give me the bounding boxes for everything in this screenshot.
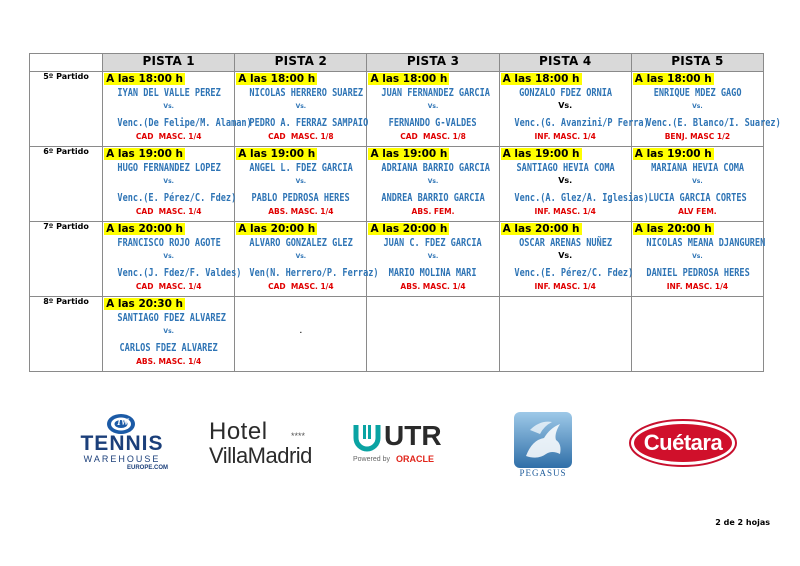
match-category: ABS. MASC. 1/4: [268, 207, 334, 216]
match-category: INF. MASC. 1/4: [534, 282, 596, 291]
header-corner: [30, 54, 103, 72]
player-two: LUCIA GARCIA CORTES: [648, 191, 747, 204]
player-two: DANIEL PEDROSA HERES: [646, 266, 750, 279]
match-time: A las 19:00 h: [634, 148, 712, 160]
match-cell: [367, 297, 499, 372]
match-time: A las 19:00 h: [238, 148, 316, 160]
versus-label: Vs.: [163, 178, 174, 185]
pegasus-horse-icon: [510, 410, 576, 470]
versus-label: Vs.: [427, 253, 439, 260]
court-header: PISTA 1: [103, 54, 235, 72]
versus-label: Vs.: [295, 103, 307, 110]
match-round-label: 8º Partido: [30, 297, 103, 372]
match-round-label: 6º Partido: [30, 147, 103, 222]
tennis-sub: WAREHOUSE: [83, 454, 161, 464]
match-cell: [103, 72, 252, 147]
utr-powered: Powered by: [353, 456, 390, 463]
player-one: JUAN C. FDEZ GARCIA: [383, 236, 483, 249]
versus-label: Vs.: [692, 178, 703, 185]
player-one: ENRIQUE MDEZ GAGO: [653, 86, 742, 99]
player-one: GONZALO FDEZ ORNIA: [518, 86, 612, 99]
match-category: INF. MASC. 1/4: [534, 132, 596, 141]
hotel-stars: ****: [291, 431, 306, 441]
hotel-line2: VillaMadrid: [209, 443, 312, 468]
player-two: CARLOS FDEZ ALVAREZ: [119, 341, 218, 354]
match-category: ABS. MASC. 1/4: [400, 282, 466, 291]
match-category: CAD MASC. 1/4: [135, 207, 202, 216]
match-category: CAD MASC. 1/4: [268, 282, 334, 291]
versus-label: Vs.: [163, 253, 174, 260]
cuetara-name: Cuétara: [643, 430, 723, 455]
player-one: NICOLAS MEANA DJANGUREN: [646, 236, 766, 249]
versus-label: Vs.: [295, 253, 307, 260]
versus-label: Vs.: [558, 176, 573, 185]
schedule-table: [29, 53, 781, 372]
match-time: A las 18:00 h: [370, 73, 448, 85]
player-two: Venc.(J. Fdez/F. Valdes): [117, 266, 242, 279]
utr-oracle: ORACLE: [396, 454, 434, 464]
match-cell: [103, 147, 235, 222]
versus-label: Vs.: [427, 178, 439, 185]
match-row: [30, 72, 764, 147]
match-cell: [631, 72, 781, 147]
match-cell: [631, 222, 766, 297]
player-one: SANTIAGO FDEZ ALVAREZ: [117, 311, 227, 324]
cell-marker: .: [299, 325, 303, 336]
match-category: INF. MASC. 1/4: [666, 282, 729, 291]
player-two: Venc.(E. Pérez/C. Fdez): [514, 266, 633, 279]
versus-label: Vs.: [558, 101, 573, 110]
versus-label: Vs.: [163, 103, 174, 110]
versus-label: Vs.: [558, 251, 573, 260]
court-header: PISTA 2: [235, 54, 367, 72]
player-two: MARIO MOLINA MARI: [389, 266, 477, 279]
match-cell: [499, 72, 649, 147]
page-counter: 2 de 2 hojas: [715, 518, 770, 527]
player-one: MARIANA HEVIA COMA: [650, 161, 744, 174]
match-category: CAD MASC. 1/8: [268, 132, 334, 141]
player-two: FERNANDO G-VALDES: [389, 116, 477, 129]
tennis-monogram: TW: [116, 417, 128, 427]
match-category: CAD MASC. 1/8: [400, 132, 466, 141]
court-header: PISTA 5: [631, 54, 763, 72]
player-two: PABLO PEDROSA HERES: [251, 191, 350, 204]
match-cell: [499, 222, 631, 297]
match-round-label: 7º Partido: [30, 222, 103, 297]
player-one: NICOLAS HERRERO SUAREZ: [249, 86, 364, 99]
match-cell: [103, 297, 235, 372]
versus-label: Vs.: [295, 178, 307, 185]
player-two: Venc.(E. Pérez/C. Fdez): [117, 191, 237, 204]
match-category: CAD MASC. 1/4: [135, 282, 202, 291]
match-cell: [631, 147, 763, 222]
match-category: CAD MASC. 1/4: [135, 132, 202, 141]
utr-brand: UTR: [384, 420, 442, 451]
match-cell: [235, 297, 367, 372]
match-time: A las 18:00 h: [634, 73, 712, 85]
match-category: ABS. FEM.: [411, 207, 455, 216]
match-category: BENJ. MASC 1/2: [664, 132, 731, 141]
match-row: [30, 297, 764, 372]
versus-label: Vs.: [692, 103, 703, 110]
match-cell: [235, 222, 379, 297]
player-two: Ven(N. Herrero/P. Ferraz): [249, 266, 379, 279]
player-two: Venc.(De Felipe/M. Alaman): [117, 116, 252, 129]
match-cell: [235, 147, 367, 222]
player-two: Venc.(G. Avanzini/P Ferra): [514, 116, 649, 129]
player-two: ANDREA BARRIO GARCIA: [381, 191, 486, 204]
player-one: FRANCISCO ROJO AGOTE: [117, 236, 221, 249]
tennis-warehouse-logo: [70, 412, 174, 476]
match-category: ALV FEM.: [678, 207, 717, 216]
tennis-brand: TENNIS: [80, 432, 164, 455]
player-one: OSCAR ARENAS NUÑEZ: [518, 236, 612, 249]
match-row: [30, 147, 764, 222]
match-time: A las 20:00 h: [634, 223, 712, 235]
utr-u-icon: [352, 422, 382, 452]
match-cell: [499, 297, 631, 372]
match-cell: [103, 222, 242, 297]
match-time: A las 18:00 h: [502, 73, 580, 85]
court-header-row: [30, 54, 764, 72]
match-cell: [499, 147, 649, 222]
match-time: A las 20:00 h: [502, 223, 580, 235]
match-cell: [235, 72, 367, 147]
match-time: A las 20:00 h: [238, 223, 316, 235]
player-one: SANTIAGO HEVIA COMA: [516, 161, 615, 174]
player-two: PEDRO A. FERRAZ SAMPAIO: [249, 116, 369, 129]
match-category: INF. MASC. 1/4: [534, 207, 596, 216]
versus-label: Vs.: [692, 253, 703, 260]
match-cell: [367, 147, 499, 222]
player-one: ANGEL L. FDEZ GARCIA: [249, 161, 354, 174]
match-cell: [631, 297, 763, 372]
court-header: PISTA 3: [367, 54, 499, 72]
match-category: ABS. MASC. 1/4: [136, 357, 202, 366]
match-time: A las 18:00 h: [106, 73, 184, 85]
court-header: PISTA 4: [499, 54, 631, 72]
player-two: Venc.(A. Glez/A. Iglesias): [514, 191, 649, 204]
pegasus-logo: [510, 410, 576, 480]
match-round-label: 5º Partido: [30, 72, 103, 147]
pegasus-name: PEGASUS: [519, 468, 567, 478]
match-time: A las 19:00 h: [370, 148, 448, 160]
match-time: A las 18:00 h: [238, 73, 316, 85]
match-cell: [367, 222, 499, 297]
match-cell: [367, 72, 499, 147]
player-one: HUGO FERNANDEZ LOPEZ: [117, 161, 221, 174]
hotel-villamadrid-logo: [205, 418, 325, 474]
match-time: A las 20:30 h: [106, 298, 184, 310]
utr-logo: [350, 420, 460, 470]
match-time: A las 19:00 h: [502, 148, 580, 160]
versus-label: Vs.: [163, 328, 174, 335]
cuetara-logo: [628, 418, 738, 468]
match-row: [30, 222, 764, 297]
versus-label: Vs.: [427, 103, 439, 110]
match-time: A las 20:00 h: [370, 223, 448, 235]
player-two: Venc.(E. Blanco/I. Suarez): [646, 116, 781, 129]
tennis-url: EUROPE.COM: [126, 465, 168, 471]
hotel-line1: Hotel: [209, 418, 268, 445]
match-time: A las 19:00 h: [106, 148, 184, 160]
player-one: ADRIANA BARRIO GARCIA: [381, 161, 491, 174]
player-one: ALVARO GONZALEZ GLEZ: [249, 236, 354, 249]
player-one: JUAN FERNANDEZ GARCIA: [381, 86, 491, 99]
player-one: IYAN DEL VALLE PEREZ: [117, 86, 221, 99]
match-time: A las 20:00 h: [106, 223, 184, 235]
